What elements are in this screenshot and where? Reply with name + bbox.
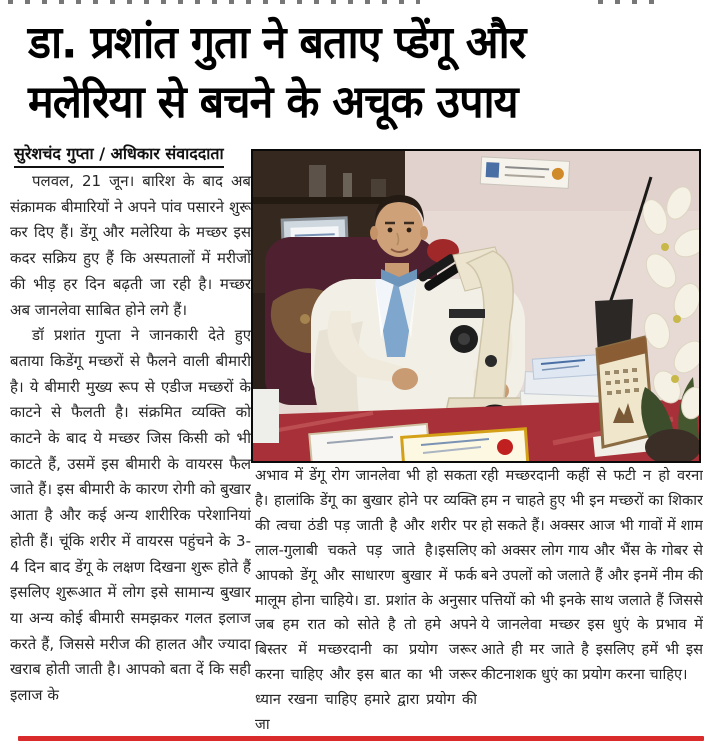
byline: सुरेशचंद गुप्ता / अधिकार संवाददाता <box>14 142 224 168</box>
headline-line-1: डा. प्रशांत गुता ने बताए प्डेंगू और <box>28 17 526 70</box>
article-column-right <box>481 464 703 738</box>
photo-illustration <box>253 151 699 461</box>
body-paragraph: पलवल, 21 जून। बारिश के बाद अब संक्रामक बीमारियों ने अपने पांव पसारने शुरू कर दिए हैं। डेंगू और मलेरिया के मच्छर इस कदर सक्रिय हुए हैं कि अस्पतालों में मरीजों की भीड़ हर दिन बढ़ती जा रही है। मच्छर अब जानलेवा साबित होने लगे हैं। <box>10 172 251 319</box>
article-column-left <box>10 169 251 735</box>
cropped-text-fragment <box>8 0 420 4</box>
side-papers <box>253 389 279 443</box>
wall-banner <box>480 157 569 189</box>
doctor-photo <box>251 149 701 463</box>
body-paragraph: अभाव में डेंगू रोग जानलेवा भी हो सकता है। हालांकि डेंगू का बुखार होने पर व्यक्ति की त्वचा ठंडी पड़ जाती है और शरीर पर लाल-गुलाबी चकते पड़ जाते है।इसलिए आपको डेंगू और साधारण बुखार में फर्क मालूम होना चाहिये। डा. प्रशांत के अनुसार जब हम रात को सोते है तो हमे अपने बिस्तर में मच्छरदानी का प्रयोग जरूर करना चाहिए और इस बात का भी जरूर ध्यान रखना चाहिए हमारे द्वारा प्रयोग की जा <box>255 467 477 734</box>
left-hand <box>392 368 418 390</box>
face <box>375 201 423 257</box>
body-paragraph: डॉ प्रशांत गुप्ता ने जानकारी देते हुए बताया किडेंगू मच्छरों से फैलने वाली बीमारी है। ये बीमारी मुख्य रूप से एडीज मच्छरों के काटने से फैलती है। संक्रमित व्यक्ति को काटने के बाद ये मच्छर जिस किसी को भी काटते हैं, उसमें इस बीमारी के वायरस फैल जाते हैं। इस बीमारी के कारण रोगी को बुखार आता है और कई अन्य शारीरिक परेशानियां होती हैं। चूंकि शरीर में वायरस पहुंचने के 3-4 दिन बाद डेंगू के लक्षण दिखना शुरू होते हैं इसलिए शुरूआत में लोग इसे सामान्य बुखार या अन्य कोई बीमारी समझकर गलत इलाज करते हैं, जिससे मरीज की हालत और ज्यादा खराब होती जाती है। आपको बता दें कि सही इलाज के <box>10 326 251 705</box>
bottom-separator-rule <box>18 736 704 741</box>
article-column-middle <box>255 464 477 738</box>
body-paragraph: रही मच्छरदानी कहीं से फटी न हो वरना हम न चाहते हुए भी इन मच्छरों का शिकार हो सकते हैं। अक्सर आज भी गावों में शाम को अक्सर लोग गाय और भैंस के गोबर से बने उपलों को जलाते हैं और इनमें नीम की पत्तियों को भी इनके साथ जलाते हैं जिससे ये जानलेवा मच्छर इस धुएं के प्रभाव में आते ही मर जाते है इसलिए हमें भी इस कीटनाशक धुएं का प्रयोग करना चाहिए। <box>481 467 703 684</box>
cropped-text-fragment <box>598 0 662 4</box>
headline-line-2: मलेरिया से बचने के अचूक उपाय <box>28 76 518 129</box>
article-headline <box>28 14 704 133</box>
